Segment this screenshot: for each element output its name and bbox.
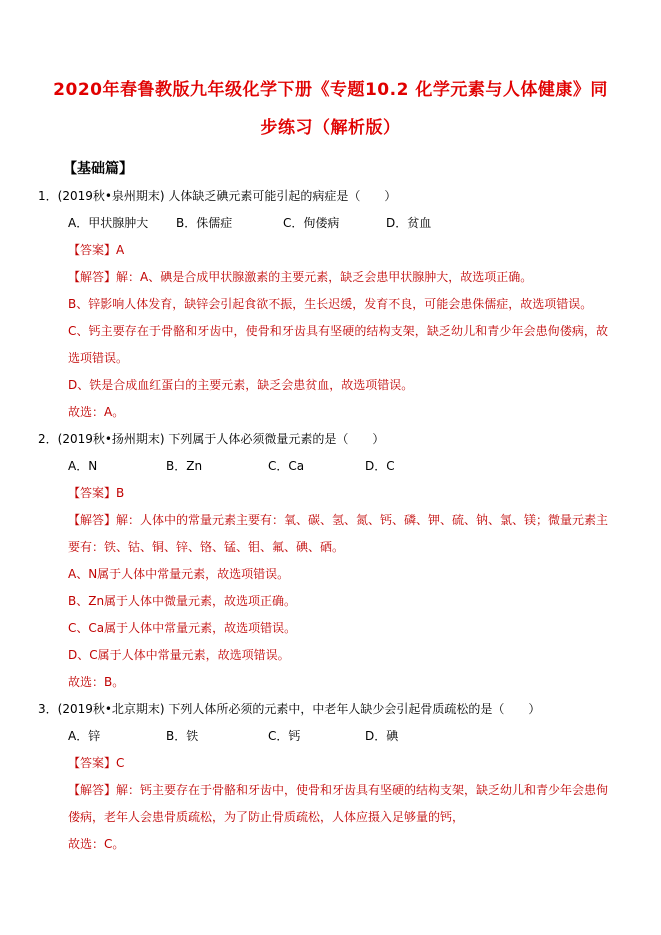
section-heading-basics: 【基础篇】 bbox=[63, 161, 133, 177]
explanation-paragraph: B、锌影响人体发育，缺锌会引起食欲不振，生长迟缓，发育不良，可能会患侏儒症，故选项错误。 bbox=[68, 297, 593, 311]
conclusion-line: 故选：B。 bbox=[68, 675, 125, 689]
option-d: D．C bbox=[365, 459, 395, 473]
option-d: D．碘 bbox=[365, 729, 399, 743]
option-a: A．甲状腺肿大 bbox=[68, 216, 149, 230]
explanation-paragraph: A、N属于人体中常量元素，故选项错误。 bbox=[68, 567, 290, 581]
option-a: A．N bbox=[68, 459, 98, 473]
page-title-line-2: 步练习（解析版） bbox=[260, 118, 401, 138]
option-b: B．Zn bbox=[166, 459, 203, 473]
explanation-paragraph: 【解答】解：人体中的常量元素主要有：氧、碳、氢、氮、钙、磷、钾、硫、钠、氯、镁；微量元素主要有：铁、钴、铜、锌、铬、锰、钼、氟、碘、硒。 bbox=[68, 513, 609, 554]
option-c: C．Ca bbox=[268, 459, 305, 473]
explanation-paragraph: C、Ca属于人体中常量元素，故选项错误。 bbox=[68, 621, 297, 635]
page-title-line-1: 2020年春鲁教版九年级化学下册《专题10.2 化学元素与人体健康》同 bbox=[53, 80, 608, 100]
option-b: B．侏儒症 bbox=[176, 216, 233, 230]
explanation-paragraph: B、Zn属于人体中微量元素，故选项正确。 bbox=[68, 594, 297, 608]
explanation-paragraph: D、C属于人体中常量元素，故选项错误。 bbox=[68, 648, 290, 662]
option-d: D．贫血 bbox=[386, 216, 432, 230]
options-row bbox=[68, 453, 661, 480]
explanation-paragraph: 【解答】解：钙主要存在于骨骼和牙齿中，使骨和牙齿具有坚硬的结构支架，缺乏幼儿和青少年会患佝偻病，老年人会患骨质疏松，为了防止骨质疏松，人体应摄入足够量的钙， bbox=[68, 783, 609, 824]
explanation-paragraph: C、钙主要存在于骨骼和牙齿中，使骨和牙齿具有坚硬的结构支架，缺乏幼儿和青少年会患佝偻病，故选项错误。 bbox=[68, 324, 608, 365]
question-stem: 2．(2019秋•扬州期末) 下列属于人体必须微量元素的是（ ） bbox=[38, 432, 385, 446]
explanation-paragraph: D、铁是合成血红蛋白的主要元素，缺乏会患贫血，故选项错误。 bbox=[68, 378, 414, 392]
option-b: B．铁 bbox=[166, 729, 199, 743]
question-block-2 bbox=[0, 426, 661, 696]
option-c: C．佝偻病 bbox=[283, 216, 340, 230]
option-a: A．锌 bbox=[68, 729, 101, 743]
question-block-1 bbox=[0, 183, 661, 426]
explanation-paragraph: 【解答】解：A、碘是合成甲状腺激素的主要元素，缺乏会患甲状腺肿大，故选项正确。 bbox=[68, 270, 533, 284]
answer-line: 【答案】A bbox=[68, 243, 125, 257]
answer-line: 【答案】B bbox=[68, 486, 125, 500]
page-title bbox=[0, 71, 661, 147]
question-stem: 1．(2019秋•泉州期末) 人体缺乏碘元素可能引起的病症是（ ） bbox=[38, 189, 397, 203]
question-stem: 3．(2019秋•北京期末) 下列人体所必须的元素中，中老年人缺少会引起骨质疏松的是（ ） bbox=[38, 702, 541, 716]
options-row bbox=[68, 723, 661, 750]
conclusion-line: 故选：C。 bbox=[68, 837, 125, 851]
options-row bbox=[68, 210, 661, 237]
conclusion-line: 故选：A。 bbox=[68, 405, 125, 419]
question-block-3 bbox=[0, 696, 661, 858]
answer-line: 【答案】C bbox=[68, 756, 125, 770]
option-c: C．钙 bbox=[268, 729, 301, 743]
